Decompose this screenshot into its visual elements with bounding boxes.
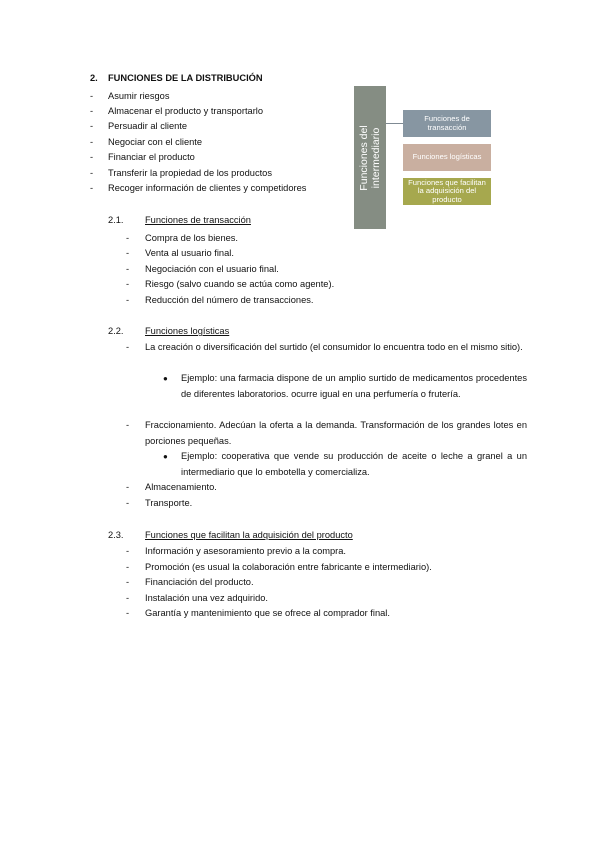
list-item: Instalación una vez adquirido.	[145, 593, 269, 603]
list-item: Transferir la propiedad de los productos	[108, 168, 272, 178]
list-bullet: -	[90, 106, 94, 116]
list-bullet: -	[126, 248, 130, 258]
diagram-box-logisticas: Funciones logísticas	[403, 144, 491, 171]
list-bullet-dot: ●	[163, 452, 168, 461]
list-bullet: -	[126, 546, 130, 556]
diagram-box-adquisicion: Funciones que facilitan la adquisición del producto	[403, 178, 491, 205]
list-item-example: Ejemplo: una farmacia dispone de un amplio surtido de medicamentos procedentes de diferentes laboratorios. ocurre igual en una perfumería o frutería.	[181, 373, 527, 399]
list-item: Transporte.	[145, 498, 193, 508]
diagram-connector	[386, 123, 403, 124]
list-bullet: -	[126, 342, 130, 352]
section-number: 2.	[90, 73, 98, 83]
list-bullet: -	[90, 152, 94, 162]
list-bullet: -	[126, 498, 130, 508]
list-item: Compra de los bienes.	[145, 233, 239, 243]
list-item: Venta al usuario final.	[145, 248, 234, 258]
list-item: Asumir riesgos	[108, 91, 170, 101]
list-bullet: -	[126, 608, 130, 618]
diagram-main-bar	[354, 86, 386, 229]
list-bullet: -	[126, 593, 130, 603]
subsection-title: Funciones que facilitan la adquisición del producto	[145, 530, 353, 540]
list-item: Recoger información de clientes y competidores	[108, 183, 307, 193]
list-bullet: -	[90, 91, 94, 101]
list-bullet: -	[90, 137, 94, 147]
list-bullet: -	[90, 183, 94, 193]
list-item: Reducción del número de transacciones.	[145, 295, 314, 305]
list-item-example: Ejemplo: cooperativa que vende su producción de aceite o leche a granel a un intermediario que lo embotella y comercializa.	[181, 451, 527, 477]
subsection-number: 2.2.	[108, 326, 124, 336]
list-item: Fraccionamiento. Adecúan la oferta a la demanda. Transformación de los grandes lotes en porciones pequeñas.	[145, 420, 527, 446]
diagram-box-transaccion: Funciones de transacción	[403, 110, 491, 137]
subsection-number: 2.3.	[108, 530, 124, 540]
list-item: Negociación con el usuario final.	[145, 264, 279, 274]
list-bullet: -	[90, 121, 94, 131]
list-item: La creación o diversificación del surtido (el consumidor lo encuentra todo en el mismo sitio).	[145, 342, 523, 352]
list-bullet: -	[90, 168, 94, 178]
list-bullet: -	[126, 279, 130, 289]
subsection-title: Funciones logísticas	[145, 326, 230, 336]
list-bullet: -	[126, 562, 130, 572]
list-bullet: -	[126, 420, 130, 430]
list-item: Persuadir al cliente	[108, 121, 188, 131]
diagram-main-label: Funciones del intermediario	[358, 124, 382, 191]
list-item: Financiación del producto.	[145, 577, 254, 587]
subsection-number: 2.1.	[108, 215, 124, 225]
subsection-title: Funciones de transacción	[145, 215, 251, 225]
list-bullet: -	[126, 233, 130, 243]
list-item: Negociar con el cliente	[108, 137, 203, 147]
list-item: Almacenamiento.	[145, 482, 217, 492]
list-item: Garantía y mantenimiento que se ofrece al comprador final.	[145, 608, 390, 618]
list-item: Almacenar el producto y transportarlo	[108, 106, 264, 116]
section-title: FUNCIONES DE LA DISTRIBUCIÓN	[108, 73, 263, 83]
list-bullet: -	[126, 264, 130, 274]
list-item: Riesgo (salvo cuando se actúa como agente).	[145, 279, 335, 289]
list-bullet: -	[126, 577, 130, 587]
list-item: Promoción (es usual la colaboración entre fabricante e intermediario).	[145, 562, 432, 572]
list-bullet: -	[126, 482, 130, 492]
list-bullet: -	[126, 295, 130, 305]
list-item: Financiar el producto	[108, 152, 195, 162]
list-bullet-dot: ●	[163, 374, 168, 383]
list-item: Información y asesoramiento previo a la compra.	[145, 546, 347, 556]
